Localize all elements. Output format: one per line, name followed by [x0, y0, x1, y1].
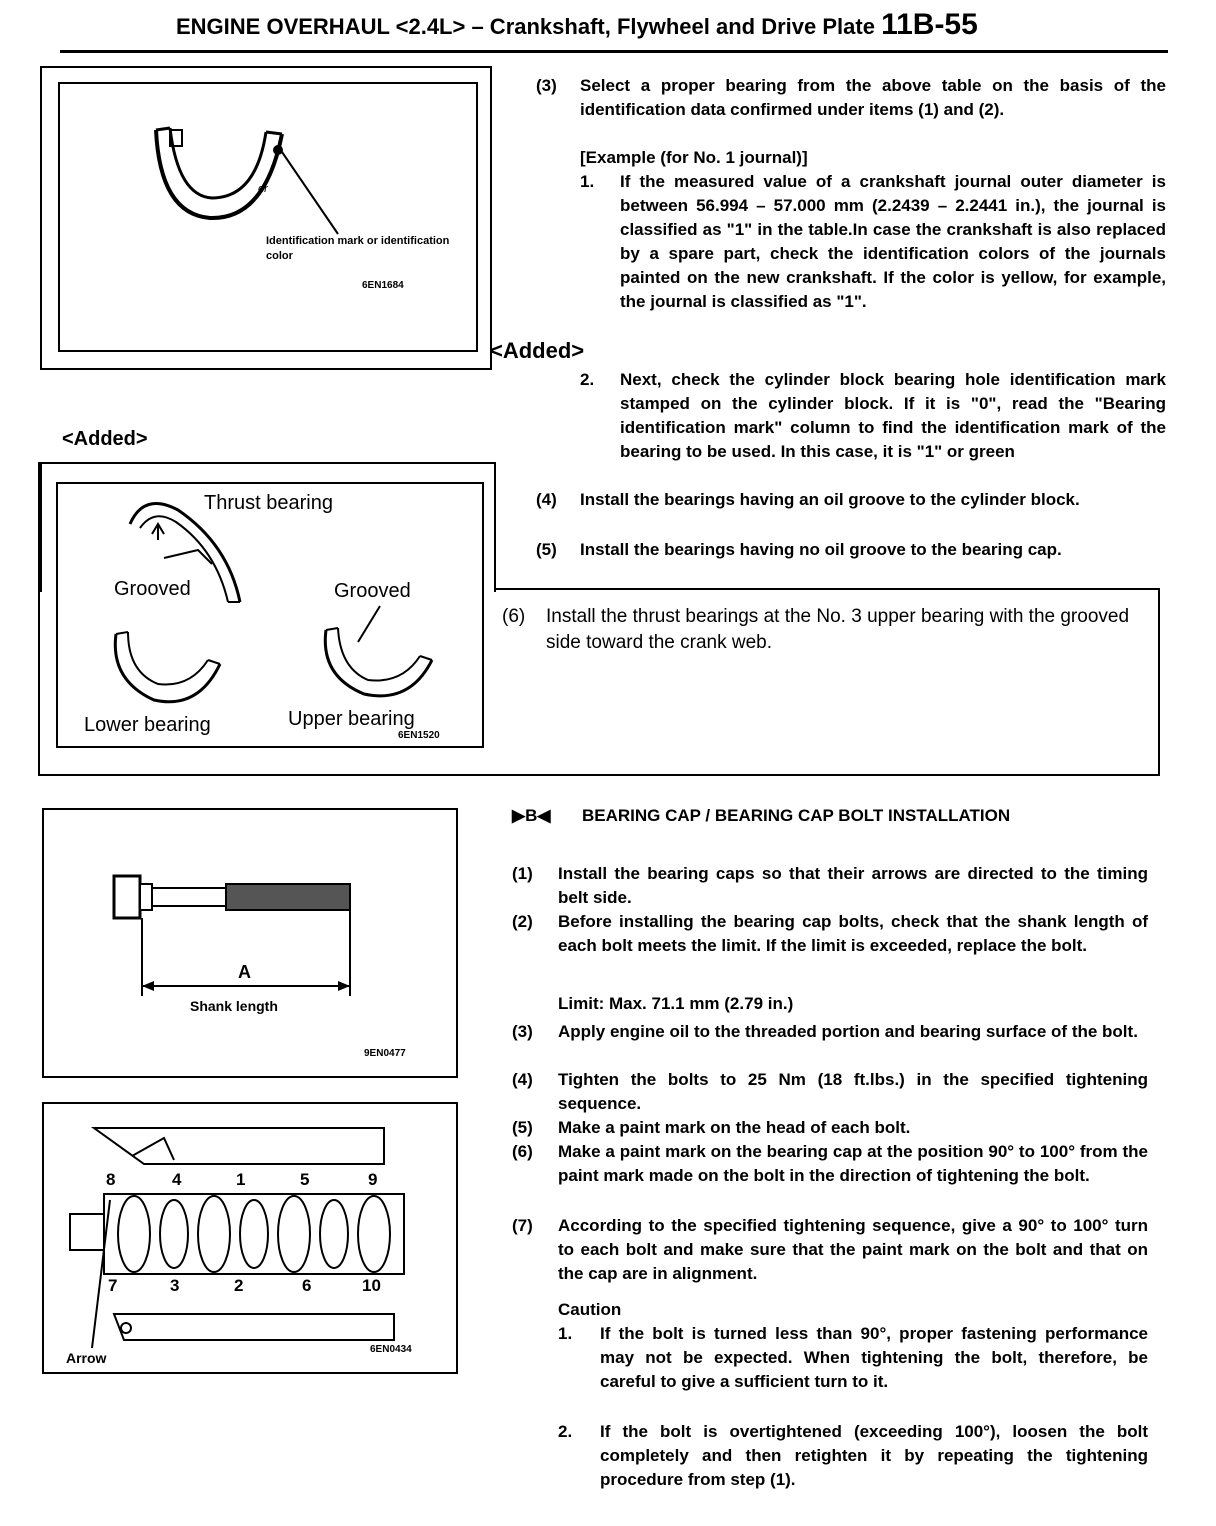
added-label-mid: <Added> — [490, 338, 585, 363]
dimension-a: A — [238, 962, 251, 982]
seq-10: 10 — [362, 1276, 381, 1295]
header-rule — [60, 50, 1168, 53]
header-title: ENGINE OVERHAUL <2.4L> – Crankshaft, Flywheel and Drive Plate — [176, 14, 875, 39]
figure-3 — [42, 808, 458, 1078]
identification-label: Identification mark or identification color — [266, 235, 450, 262]
seq-1: 1 — [236, 1170, 246, 1189]
thrust-bearing-illustration — [58, 484, 486, 750]
limit-value: Limit: Max. 71.1 mm (2.79 in.) — [558, 994, 794, 1013]
lower-bearing-label: Lower bearing — [84, 714, 211, 736]
seq-8: 8 — [106, 1170, 116, 1189]
figure-2-inner — [56, 482, 484, 748]
example-heading: [Example (for No. 1 journal)] — [580, 148, 808, 167]
svg-text:dr: dr — [258, 183, 268, 195]
added-frame-right — [1158, 588, 1160, 776]
grooved-label-left: Grooved — [114, 578, 191, 600]
crankshaft-illustration — [44, 1104, 460, 1376]
upper-bearing-label: Upper bearing — [288, 708, 415, 730]
seq-4: 4 — [172, 1170, 182, 1189]
figure-2-code: 6EN1520 — [398, 730, 440, 741]
bearing-shell-illustration — [60, 84, 480, 354]
seq-3: 3 — [170, 1276, 180, 1295]
seq-2: 2 — [234, 1276, 244, 1295]
added-label-left: <Added> — [62, 428, 148, 450]
section-b-title: BEARING CAP / BEARING CAP BOLT INSTALLATION — [582, 806, 1011, 825]
page-header — [176, 8, 1166, 42]
section-b-marker: ▶B◀ — [512, 806, 551, 825]
added-frame-top — [494, 588, 1160, 590]
figure-1-code: 6EN1684 — [362, 280, 404, 291]
figure-4-code: 6EN0434 — [370, 1344, 412, 1355]
arrow-label: Arrow — [66, 1350, 107, 1366]
grooved-label-right: Grooved — [334, 580, 411, 602]
figure-3-code: 9EN0477 — [364, 1048, 406, 1059]
thrust-bearing-label: Thrust bearing — [204, 492, 333, 514]
seq-9: 9 — [368, 1170, 378, 1189]
figure-1-inner — [58, 82, 478, 352]
seq-6: 6 — [302, 1276, 312, 1295]
page-number: 11B-55 — [881, 8, 978, 41]
caution-heading: Caution — [558, 1300, 622, 1319]
seq-7: 7 — [108, 1276, 118, 1295]
bolt-illustration — [44, 810, 460, 1080]
shank-length-label: Shank length — [190, 998, 278, 1014]
figure-4 — [42, 1102, 458, 1374]
seq-5: 5 — [300, 1170, 310, 1189]
added-frame-bottom — [38, 774, 1160, 776]
